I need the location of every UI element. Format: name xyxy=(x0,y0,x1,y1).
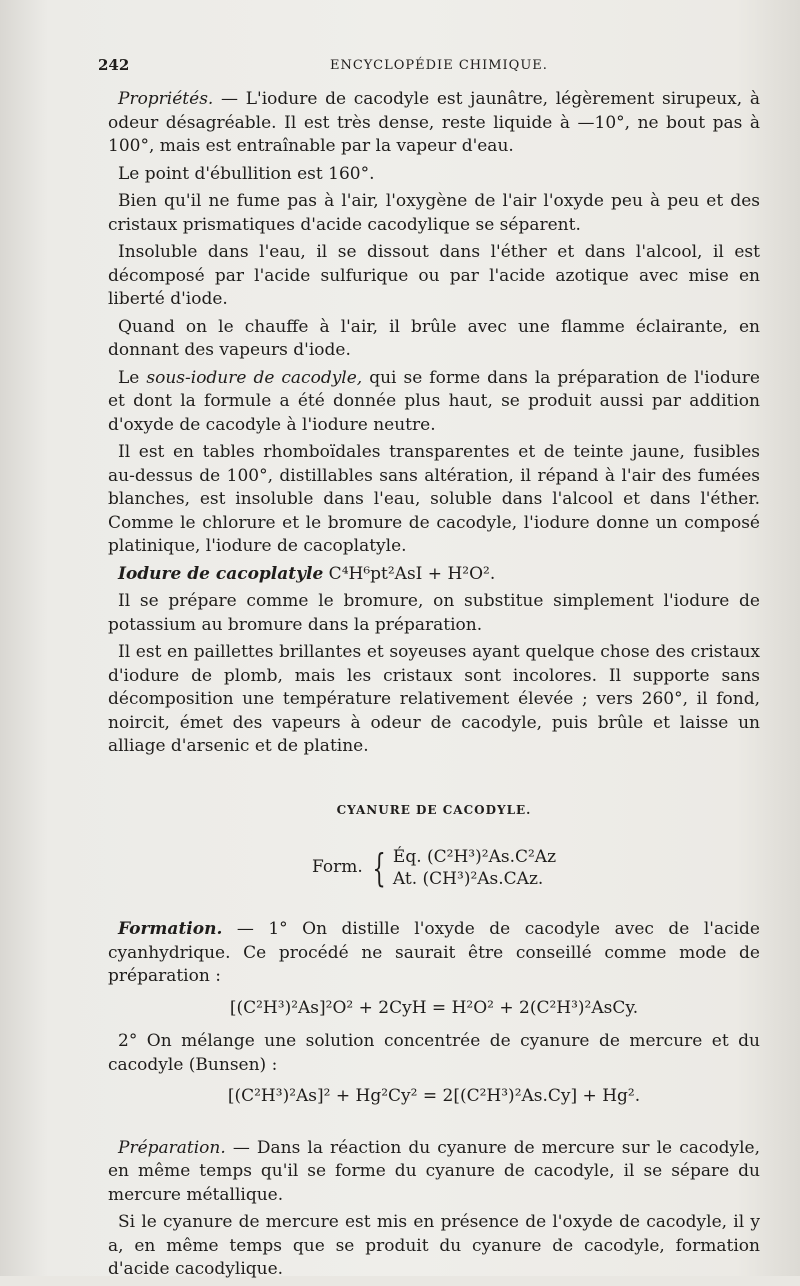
page-body xyxy=(108,88,760,1286)
brace-icon: { xyxy=(372,846,386,890)
formula-cacoplatyle: C⁴H⁶pt²AsI + H²O². xyxy=(323,563,496,584)
text-preparation-1: — Dans la réaction du cyanure de mercure sur le cacodyle, en même temps qu'il se forme du cyanure de cacodyle, il se sépare du mercure métallique. xyxy=(108,1137,760,1205)
paragraph-formation-2: 2° On mélange une solution concentrée de cyanure de mercure et du cacodyle (Bunsen) : xyxy=(108,1031,760,1075)
paragraph-oxidation: Bien qu'il ne fume pas à l'air, l'oxygène de l'air l'oxyde peu à peu et des cristaux prismatiques d'acide cacodylique se séparent. xyxy=(108,191,760,235)
text-sous-iodure-pre: Le xyxy=(118,367,147,388)
paragraph-preparation xyxy=(108,1137,760,1208)
lead-sous-iodure: sous-iodure de cacodyle, xyxy=(146,367,363,388)
paragraph-heating: Quand on le chauffe à l'air, il brûle avec une flamme éclairante, en donnant des vapeurs d'iode. xyxy=(108,316,760,360)
paragraph-boiling-point: Le point d'ébullition est 160°. xyxy=(118,163,375,184)
lead-cacoplatyle: Iodure de cacoplatyle xyxy=(118,563,324,584)
lead-properties: Propriétés. xyxy=(118,89,214,109)
formula-equivalent: Éq. (C²H³)²As.C²Az xyxy=(392,847,557,867)
lead-formation: Formation. xyxy=(118,919,223,939)
spacer xyxy=(108,1119,760,1137)
formula-lines xyxy=(393,846,556,890)
paragraph-paillettes: Il est en paillettes brillantes et soyeuses ayant quelque chose des cristaux d'iodure de plomb, mais les cristaux sont incolores. Il supporte sans décomposition une température relativement élevée ; vers 260°, il fond, noircit, émet des vapeurs à odeur de cacodyle, puis brûle et laisse un alliage d'arsenic et de platine. xyxy=(108,642,760,756)
equation-2: [(C²H³)²As]² + Hg²Cy² = 2[(C²H³)²As.Cy] + Hg². xyxy=(227,1086,641,1106)
paragraph-preparation-2: Si le cyanure de mercure est mis en présence de l'oxyde de cacodyle, il y a, en même temps que se produit du cyanure de cacodyle, formation d'acide cacodylique. xyxy=(108,1212,760,1279)
text-properties: — L'iodure de cacodyle est jaunâtre, légèrement sirupeux, à odeur désagréable. Il est très dense, reste liquide à —10°, ne bout pas à 100°, mais est entraînable par la vapeur d'eau. xyxy=(108,89,760,156)
formula-label: Form. xyxy=(311,857,363,878)
paragraph-preparation-bromure: Il se prépare comme le bromure, on substitue simplement l'iodure de potassium au bromure dans la préparation. xyxy=(108,591,760,635)
paragraph-crystals: Il est en tables rhomboïdales transparentes et de teinte jaune, fusibles au-dessus de 100°, distillables sans altération, il répand à l'air des fumées blanches, est insoluble dans l'eau, soluble dans l'alcool et dans l'éther. Comme le chlorure et le bromure de cacodyle, l'iodure donne un composé platinique, l'iodure de cacoplatyle. xyxy=(108,442,760,556)
running-head: ENCYCLOPÉDIE CHIMIQUE. xyxy=(330,58,548,73)
paragraph-properties xyxy=(108,88,760,159)
paragraph-solubility: Insoluble dans l'eau, il se dissout dans l'éther et dans l'alcool, il est décomposé par l'acide sulfurique ou par l'acide azotique avec mise en liberté d'iode. xyxy=(108,242,760,309)
lead-preparation: Préparation. xyxy=(118,1137,226,1158)
equation-1: [(C²H³)²As]²O² + 2CyH = H²O² + 2(C²H³)²AsCy. xyxy=(229,997,639,1018)
formula-atomic: At. (CH³)²As.CAz. xyxy=(392,869,544,889)
text-sous-iodure: qui se forme dans la préparation de l'iodure et dont la formule a été donnée plus haut, se produit aussi par addition d'oxyde de cacodyle à l'iodure neutre. xyxy=(108,367,760,435)
page-number: 242 xyxy=(98,56,130,74)
page-header xyxy=(98,56,780,80)
section-title: CYANURE DE CACODYLE. xyxy=(336,802,532,817)
paragraph-sous-iodure xyxy=(108,367,760,438)
paragraph-cacoplatyle xyxy=(108,563,760,587)
paragraph-formation xyxy=(108,918,760,989)
formula-block xyxy=(108,846,760,890)
text-formation-1: — 1° On distille l'oxyde de cacodyle avec de l'acide cyanhydrique. Ce procédé ne saurait être conseillé comme mode de préparation : xyxy=(108,919,760,986)
